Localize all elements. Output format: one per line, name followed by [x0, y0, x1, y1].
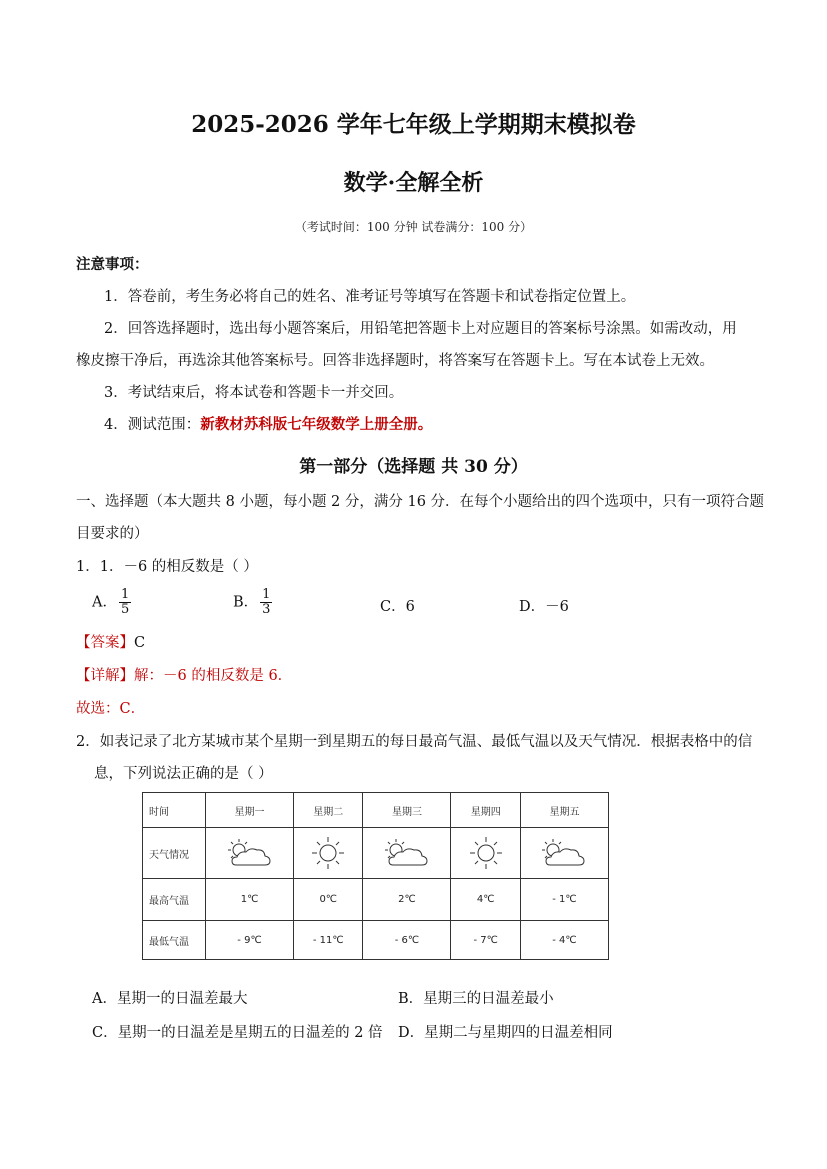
section-1-title: 第一部分（选择题 共 30 分）: [299, 457, 528, 477]
low-temp-friday: - 4℃: [520, 921, 608, 960]
day-monday: 星期一: [206, 793, 294, 828]
weather-table-header-row: [143, 793, 609, 828]
q1-option-d: D．－6: [519, 599, 569, 615]
q1-option-a: [92, 588, 131, 617]
partly-cloudy-icon: [536, 835, 592, 871]
q1-detail: [76, 666, 292, 686]
low-temp-wednesday: - 6℃: [363, 921, 451, 960]
q1-option-c: C．6: [380, 599, 415, 615]
q1-stem: 1．1．－6 的相反数是（ ）: [76, 559, 258, 575]
q1-answer-tag: 【答案】: [76, 635, 134, 651]
high-temp-row: [143, 879, 609, 921]
weather-cell-thursday: [451, 828, 520, 879]
notice-item-4-scope: 新教材苏科版七年级数学上册全册。: [200, 416, 433, 433]
high-temp-monday: 1℃: [206, 879, 294, 921]
q1-answer-value: C: [134, 635, 146, 651]
q2-stem-line2: 息，下列说法正确的是（ ）: [94, 766, 273, 782]
q1-detail-text: 解：－6 的相反数是 6．: [134, 668, 293, 684]
weather-cell-wednesday: [363, 828, 451, 879]
sun-icon: [306, 834, 350, 872]
notice-item-1: 1．答卷前，考生务必将自己的姓名、准考证号等填写在答题卡和试卷指定位置上。: [104, 289, 636, 305]
q1-option-a-denominator: 5: [120, 602, 130, 617]
section-1-instructions-line1: 一、选择题（本大题共 8 小题，每小题 2 分，满分 16 分．在每个小题给出的四个选项中，只有一项符合题: [76, 494, 765, 510]
q2-option-d: D．星期二与星期四的日温差相同: [398, 1025, 613, 1041]
q2-option-b: B．星期三的日温差最小: [398, 991, 554, 1007]
section-1-instructions-line2: 目要求的）: [76, 526, 149, 542]
q1-option-b-label: B．: [233, 594, 259, 611]
high-temp-label: 最高气温: [143, 879, 206, 921]
q2-option-c: C．星期一的日温差是星期五的日温差的 2 倍: [92, 1025, 383, 1041]
weather-cell-monday: [206, 828, 294, 879]
q1-answer: [76, 633, 145, 653]
high-temp-friday: - 1℃: [520, 879, 608, 921]
q1-option-b-denominator: 3: [262, 602, 271, 617]
low-temp-thursday: - 7℃: [451, 921, 520, 960]
q1-conclusion: 故选：C．: [76, 701, 146, 717]
weather-table: [142, 792, 609, 960]
notice-item-4: [104, 415, 432, 435]
notice-item-2-line1: 2．回答选择题时，选出每小题答案后，用铅笔把答题卡上对应题目的答案标号涂黑。如需改动，用: [104, 321, 737, 337]
weather-cell-tuesday: [294, 828, 363, 879]
high-temp-tuesday: 0℃: [294, 879, 363, 921]
q1-option-b-fraction: [260, 588, 272, 617]
exam-info: （考试时间：100 分钟 试卷满分：100 分）: [294, 220, 533, 234]
partly-cloudy-icon: [222, 835, 278, 871]
day-thursday: 星期四: [451, 793, 520, 828]
high-temp-wednesday: 2℃: [363, 879, 451, 921]
sun-icon: [464, 834, 508, 872]
q1-option-a-fraction: [119, 588, 131, 617]
day-wednesday: 星期三: [363, 793, 451, 828]
low-temp-monday: - 9℃: [206, 921, 294, 960]
weather-cell-friday: [520, 828, 608, 879]
notice-heading: 注意事项：: [76, 256, 149, 273]
notice-item-3: 3．考试结束后，将本试卷和答题卡一并交回。: [104, 385, 404, 401]
notice-item-4-prefix: 4．测试范围：: [104, 417, 201, 433]
q1-option-b: [233, 588, 272, 617]
q2-option-a: A．星期一的日温差最大: [92, 991, 248, 1007]
low-temp-row: [143, 921, 609, 960]
partly-cloudy-icon: [379, 835, 435, 871]
low-temp-tuesday: - 11℃: [294, 921, 363, 960]
q1-detail-tag: 【详解】: [76, 668, 134, 684]
exam-subtitle: 数学·全解全析: [343, 170, 484, 196]
low-temp-label: 最低气温: [143, 921, 206, 960]
weather-row: [143, 828, 609, 879]
table-corner-cell: 时间: [143, 793, 206, 828]
notice-item-2-line2: 橡皮擦干净后，再选涂其他答案标号。回答非选择题时，将答案写在答题卡上。写在本试卷上无效。: [76, 353, 714, 369]
q1-option-a-numerator: 1: [120, 587, 130, 602]
day-tuesday: 星期二: [294, 793, 363, 828]
day-friday: 星期五: [520, 793, 608, 828]
q1-option-b-numerator: 1: [262, 587, 271, 602]
exam-title: 2025-2026 学年七年级上学期期末模拟卷: [191, 111, 636, 138]
q2-stem-line1: 2．如表记录了北方某城市某个星期一到星期五的每日最高气温、最低气温以及天气情况．根据表格中的信: [76, 734, 753, 750]
weather-label: 天气情况: [143, 828, 206, 879]
q1-option-a-label: A．: [92, 594, 117, 611]
high-temp-thursday: 4℃: [451, 879, 520, 921]
